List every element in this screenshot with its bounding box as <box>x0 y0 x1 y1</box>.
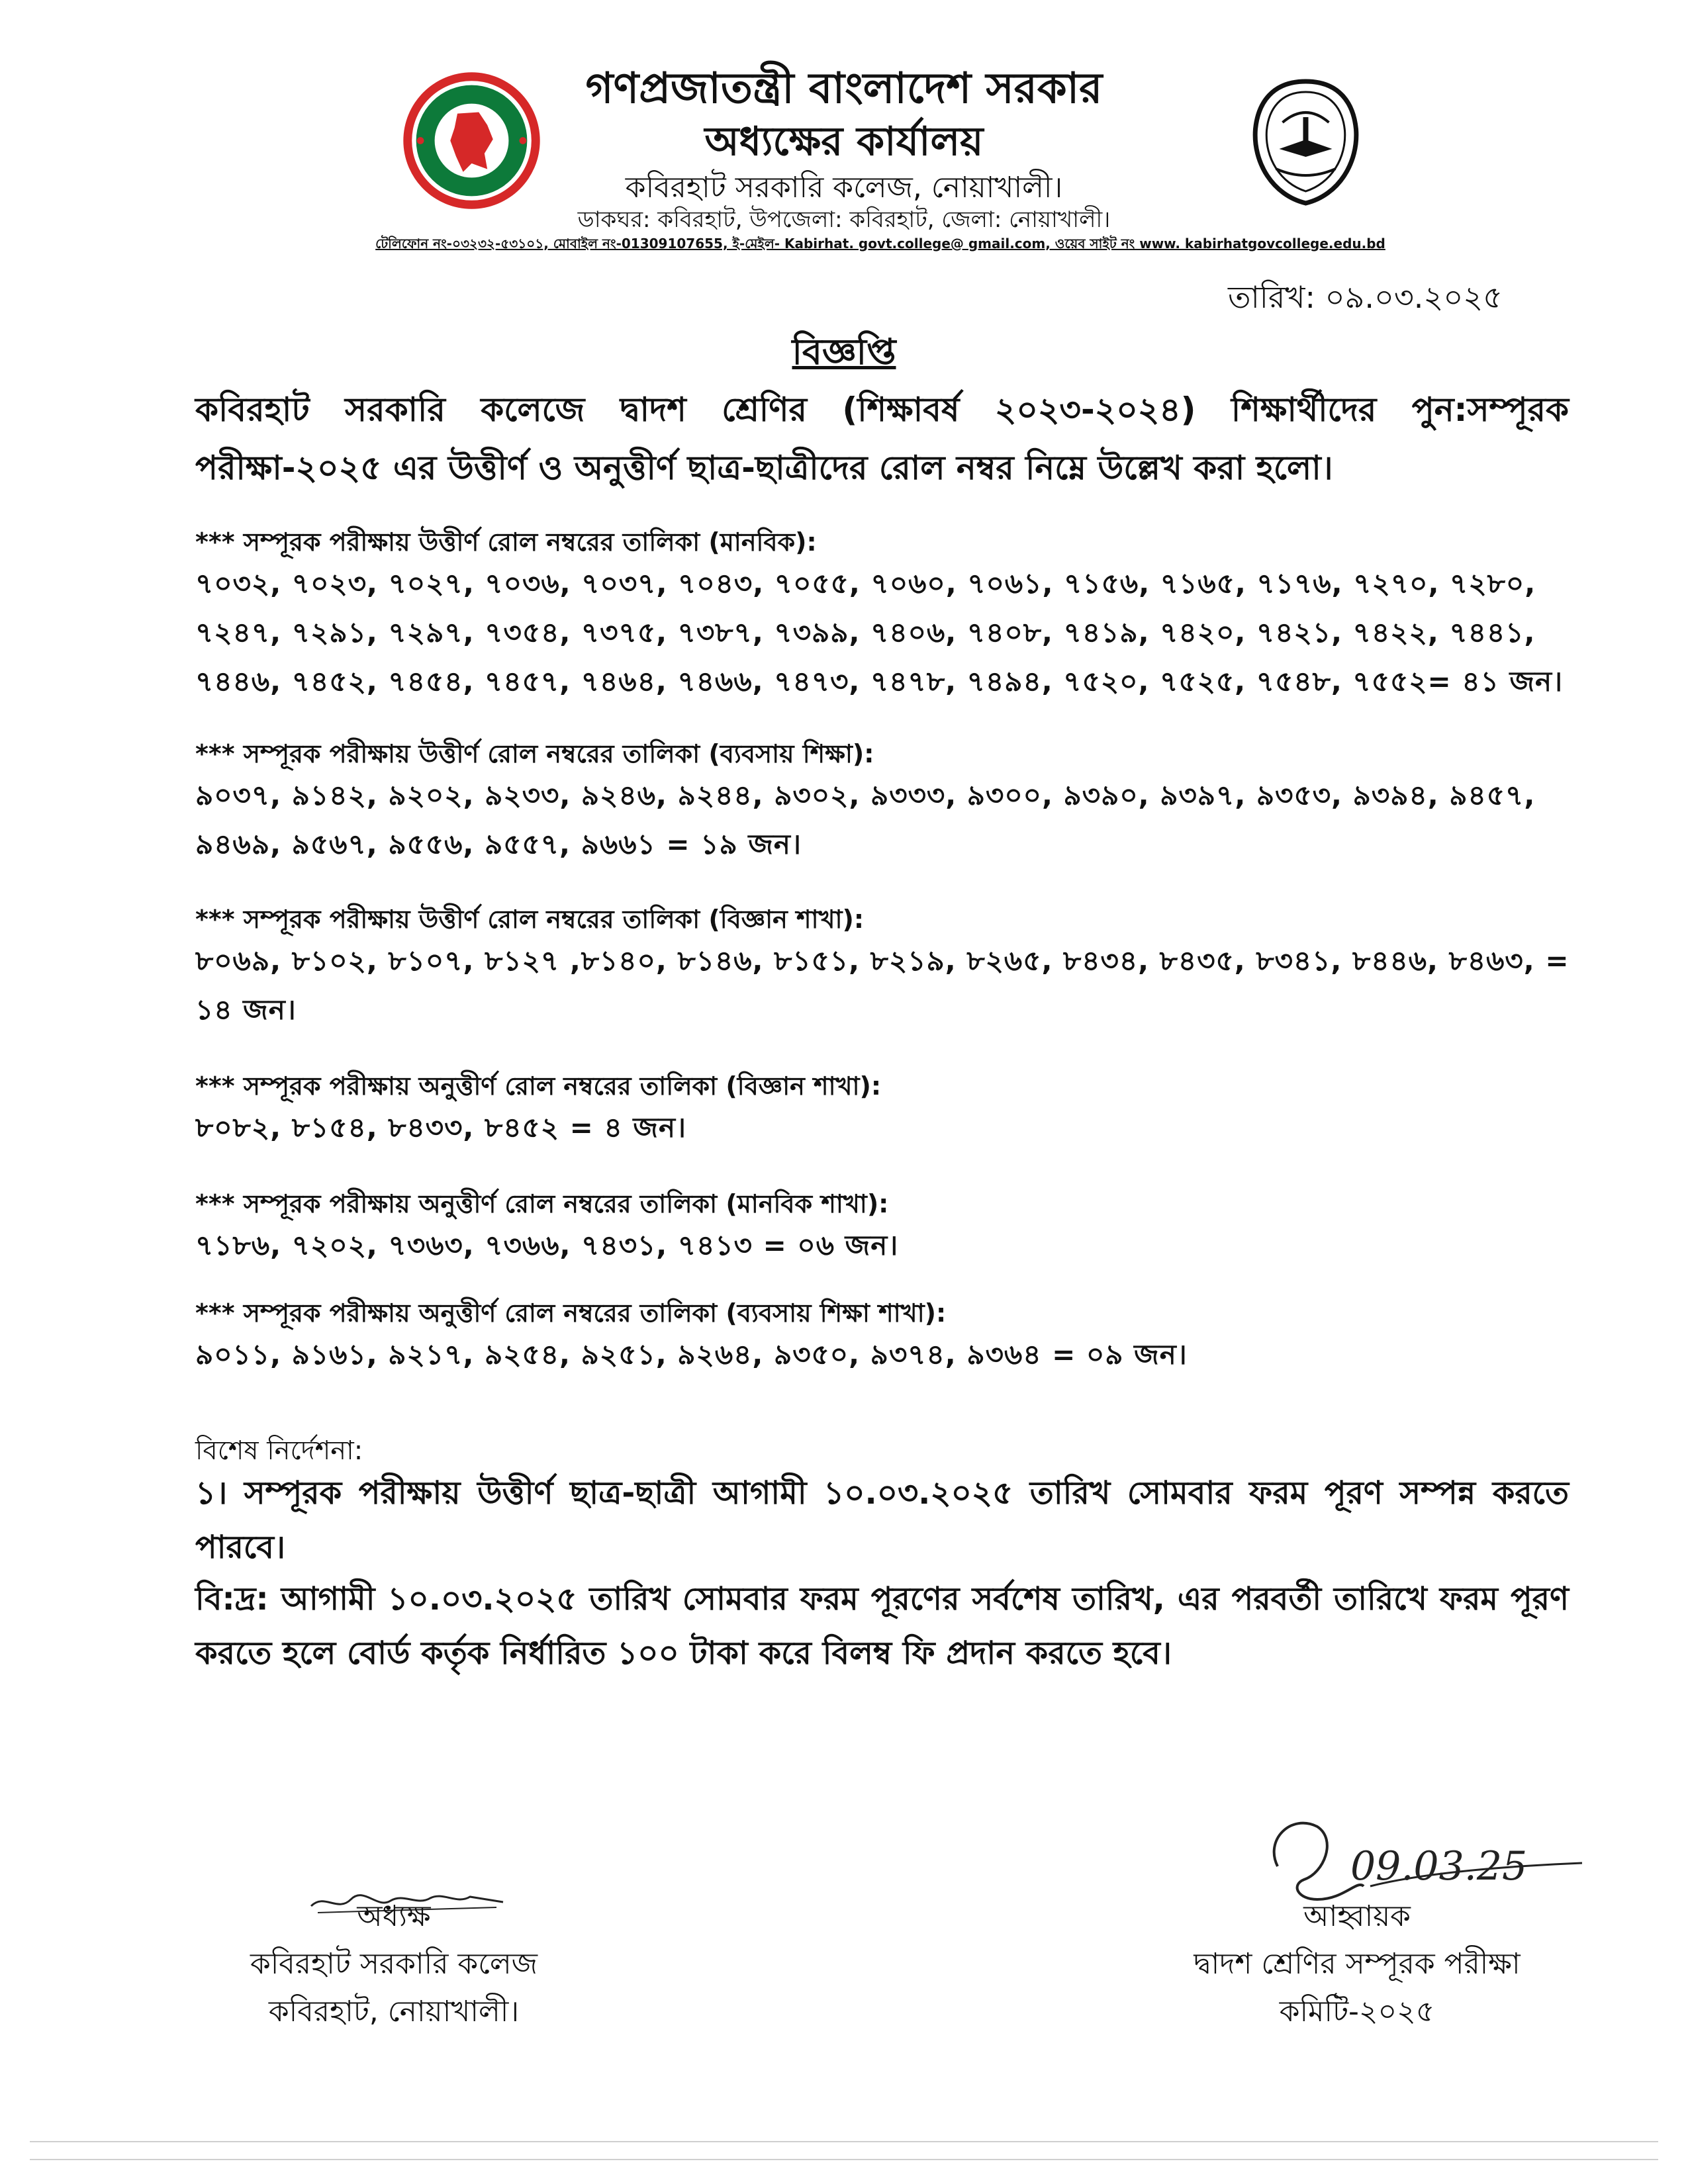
roll-list-science-passed: ৮০৬৯, ৮১০২, ৮১০৭, ৮১২৭ ,৮১৪০, ৮১৪৬, ৮১৫১, ৮২১৯, ৮২৬৫, ৮৪৩৪, ৮৪৩৫, ৮৩৪১, ৮৪৪৬, ৮৪৬৩, = ১৪ জন। <box>195 944 1570 1026</box>
section-heading-business-passed: *** সম্পূরক পরীক্ষায় উত্তীর্ণ রোল নম্বরের তালিকা (ব্যবসায় শিক্ষা): <box>195 739 874 768</box>
notice-date: তারিখ: ০৯.০৩.২০২৫ <box>1227 279 1503 315</box>
college-crest-logo <box>1244 76 1367 208</box>
roll-list-humanities-passed: ৭০৩২, ৭০২৩, ৭০২৭, ৭০৩৬, ৭০৩৭, ৭০৪৩, ৭০৫৫, ৭০৬০, ৭০৬১, ৭১৫৬, ৭১৬৫, ৭১৭৬, ৭২৭০, ৭২৮০, ৭২৪৭, ৭২৯১, ৭২৯৭, ৭৩৫৪, ৭৩৭৫, ৭৩৮৭, ৭৩৯৯, ৭৪০৬, ৭৪০৮, ৭৪১৯, ৭৪২০, ৭৪২১, ৭৪২২, ৭৪৪১, ৭৪৪৬, ৭৪৫২, ৭৪৫৪, ৭৪৫৭, ৭৪৬৪, ৭৪৬৬, ৭৪৭৩, ৭৪৭৮, ৭৪৯৪, ৭৫২০, ৭৫২৫, ৭৫৪৮, ৭৫৫২= ৪১ জন। <box>195 567 1564 698</box>
instruction-item-1: ১। সম্পূরক পরীক্ষায় উত্তীর্ণ ছাত্র-ছাত্রী আগামী ১০.০৩.২০২৫ তারিখ সোমবার ফরম পূরণ সম্পন্ন করতে পারবে। <box>195 1475 1569 1566</box>
bottom-divider-2 <box>30 2159 1658 2160</box>
header-postal-address: ডাকঘর: কবিরহাট, উপজেলা: কবিরহাট, জেলা: নোয়াখালী। <box>577 206 1111 233</box>
section-heading-science-passed: *** সম্পূরক পরীক্ষায় উত্তীর্ণ রোল নম্বরের তালিকা (বিজ্ঞান শাখা): <box>195 905 865 934</box>
roll-list-business-passed: ৯০৩৭, ৯১৪২, ৯২০২, ৯২৩৩, ৯২৪৬, ৯২৪৪, ৯৩০২, ৯৩৩৩, ৯৩০০, ৯৩৯০, ৯৩৯৭, ৯৩৫৩, ৯৩৯৪, ৯৪৫৭, ৯৪৬৯, ৯৫৬৭, ৯৫৫৬, ৯৫৫৭, ৯৬৬১ = ১৯ জন। <box>195 779 1536 860</box>
convener-signature-block <box>1099 1893 1615 2036</box>
section-heading-business-failed: *** সম্পূরক পরীক্ষায় অনুত্তীর্ণ রোল নম্বরের তালিকা (ব্যবসায় শিক্ষা শাখা): <box>195 1298 947 1328</box>
nota-bene-note: বি:দ্র: আগামী ১০.০৩.২০২৫ তারিখ সোমবার ফরম পূরণের সর্বশেষ তারিখ, এর পরবর্তী তারিখে ফরম পূরণ করতে হলে বোর্ড কর্তৃক নির্ধারিত ১০০ টাকা করে বিলম্ব ফি প্রদান করতে হবে। <box>195 1580 1569 1672</box>
roll-list-business-failed: ৯০১১, ৯১৬১, ৯২১৭, ৯২৫৪, ৯২৫১, ৯২৬৪, ৯৩৫০, ৯৩৭৪, ৯৩৬৪ = ০৯ জন। <box>195 1338 1188 1371</box>
notice-intro: কবিরহাট সরকারি কলেজে দ্বাদশ শ্রেণির (শিক্ষাবর্ষ ২০২৩-২০২৪) শিক্ষার্থীদের পুন:সম্পূরক পরীক্ষা-২০২৫ এর উত্তীর্ণ ও অনুত্তীর্ণ ছাত্র-ছাত্রীদের রোল নম্বর নিম্নে উল্লেখ করা হলো। <box>195 390 1569 487</box>
section-heading-science-failed: *** সম্পূরক পরীক্ষায় অনুত্তীর্ণ রোল নম্বরের তালিকা (বিজ্ঞান শাখা): <box>195 1071 882 1101</box>
principal-org: কবিরহাট সরকারি কলেজ <box>250 1947 538 1981</box>
special-instructions-heading: বিশেষ নির্দেশনা: <box>195 1435 363 1466</box>
handwritten-date: 09.03.25 <box>1350 1843 1528 1889</box>
section-heading-humanities-passed: *** সম্পূরক পরীক্ষায় উত্তীর্ণ রোল নম্বরের তালিকা (মানবিক): <box>195 527 817 557</box>
principal-role: অধ্যক্ষ <box>357 1899 431 1933</box>
section-heading-humanities-failed: *** সম্পূরক পরীক্ষায় অনুত্তীর্ণ রোল নম্বরের তালিকা (মানবিক শাখা): <box>195 1189 889 1218</box>
convener-role: আহ্বায়ক <box>1303 1899 1411 1933</box>
header-college-name: কবিরহাট সরকারি কলেজ, নোয়াখালী। <box>625 171 1063 205</box>
roll-list-humanities-failed: ৭১৮৬, ৭২০২, ৭৩৬৩, ৭৩৬৬, ৭৪৩১, ৭৪১৩ = ০৬ জন। <box>195 1229 899 1261</box>
header-office-title: অধ্যক্ষের কার্যালয় <box>704 118 984 165</box>
committee-line-2: কমিটি-২০২৫ <box>1279 1995 1435 2028</box>
principal-signature-block <box>218 1893 569 2036</box>
principal-place: কবিরহাট, নোয়াখালী। <box>268 1995 520 2028</box>
committee-line-1: দ্বাদশ শ্রেণির সম্পূরক পরীক্ষা <box>1194 1947 1521 1981</box>
header-contact-line: টেলিফোন নং-০৩২৩২-৫৩১০১, মোবাইল নং-01309107655, ই-মেইল- Kabirhat. govt.college@ gmail.com, ওয়েব সাইট নং www. kabirhatgovcollege.edu.bd <box>375 236 1385 251</box>
notice-title: বিজ্ঞপ্তি <box>792 331 896 373</box>
bottom-divider-1 <box>30 2141 1658 2142</box>
roll-list-science-failed: ৮০৮২, ৮১৫৪, ৮৪৩৩, ৮৪৫২ = ৪ জন। <box>195 1111 687 1144</box>
header-government-title: গণপ্রজাতন্ত্রী বাংলাদেশ সরকার <box>585 64 1103 113</box>
